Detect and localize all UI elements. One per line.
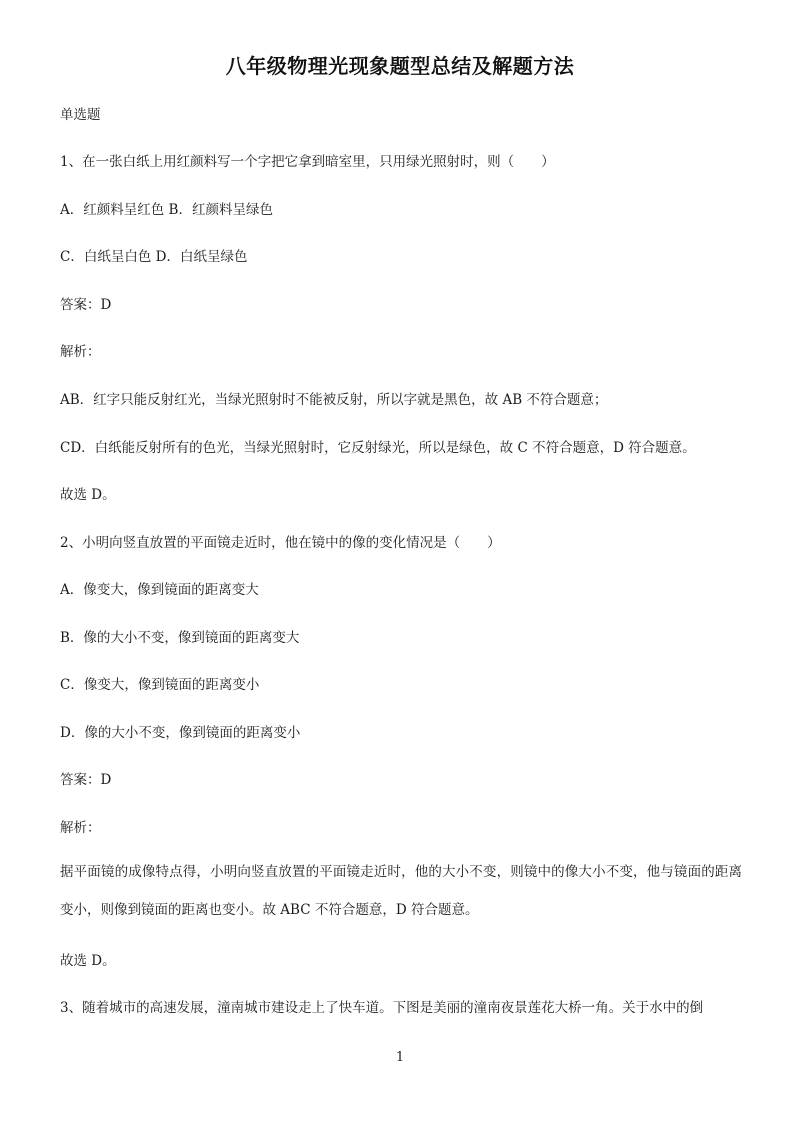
question-3-stem: 3、随着城市的高速发展，潼南城市建设走上了快车道。下图是美丽的潼南夜景莲花大桥一角。关于水中的倒 [60, 1000, 704, 1016]
question-2-option-b: B．像的大小不变，像到镜面的距离变大 [60, 630, 300, 646]
question-2-conclusion: 故选 D。 [60, 953, 116, 969]
question-1-analysis-label: 解析： [60, 344, 101, 360]
question-1-answer: 答案：D [60, 297, 112, 313]
document-title: 八年级物理光现象题型总结及解题方法 [225, 54, 575, 78]
question-1-stem: 1、在一张白纸上用红颜料写一个字把它拿到暗室里，只用绿光照射时，则（ ） [60, 154, 555, 170]
question-1-conclusion: 故选 D。 [60, 487, 116, 503]
question-2-answer: 答案：D [60, 772, 112, 788]
question-2-analysis: 据平面镜的成像特点得，小明向竖直放置的平面镜走近时，他的大小不变，则镜中的像大小不变，他与镜面的距离变小，则像到镜面的距离也变小。故 ABC 不符合题意，D 符合题意。 [60, 864, 742, 918]
question-2-option-d: D．像的大小不变，像到镜面的距离变小 [60, 725, 301, 741]
question-1-options-ab: A．红颜料呈红色 B．红颜料呈绿色 [60, 202, 273, 218]
page-number: 1 [395, 1050, 405, 1065]
question-2-stem: 2、小明向竖直放置的平面镜走近时，他在镜中的像的变化情况是（ ） [60, 535, 501, 551]
section-heading: 单选题 [60, 107, 101, 123]
question-2-option-c: C．像变大，像到镜面的距离变小 [60, 677, 260, 693]
question-2-option-a: A．像变大，像到镜面的距离变大 [60, 582, 259, 598]
question-1-options-cd: C．白纸呈白色 D．白纸呈绿色 [60, 249, 248, 265]
question-1-analysis-cd: CD．白纸能反射所有的色光，当绿光照射时，它反射绿光，所以是绿色，故 C 不符合题意，D 符合题意。 [60, 440, 696, 456]
question-2-analysis-label: 解析： [60, 820, 101, 836]
question-1-analysis-ab: AB．红字只能反射红光，当绿光照射时不能被反射，所以字就是黑色，故 AB 不符合题意； [60, 392, 608, 408]
